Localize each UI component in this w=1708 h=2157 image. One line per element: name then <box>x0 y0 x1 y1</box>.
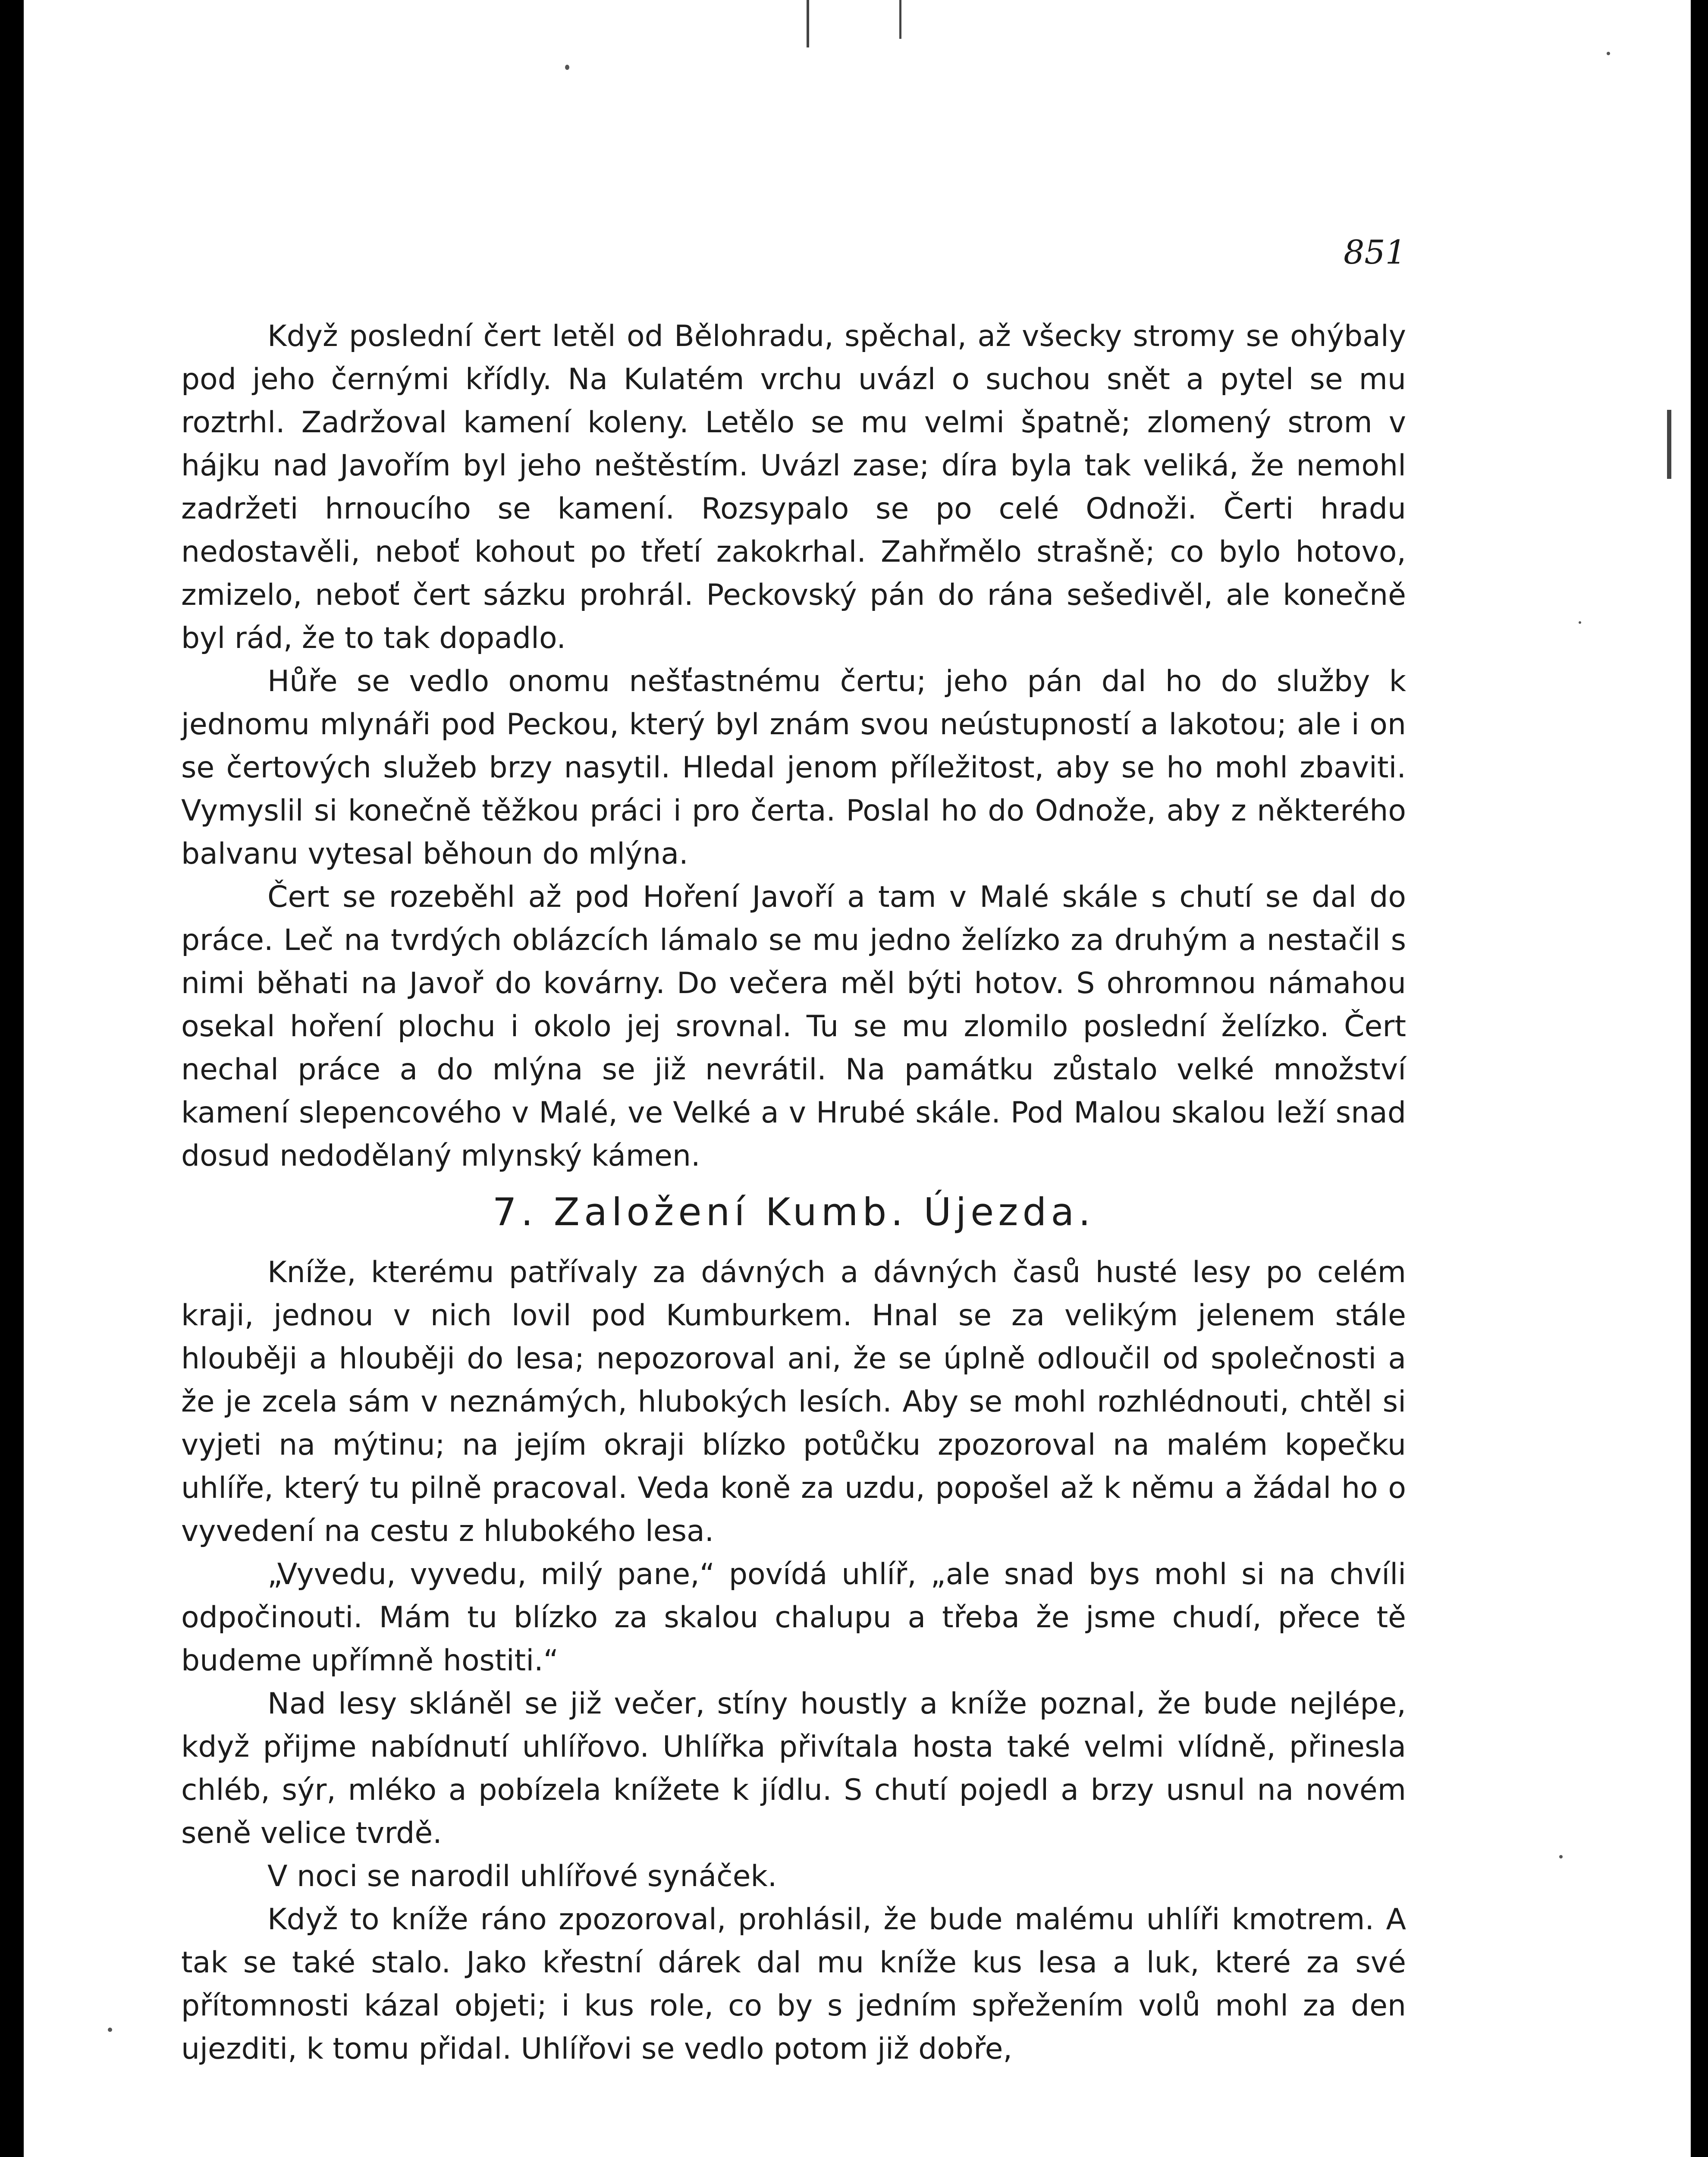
scan-speck <box>1607 52 1610 55</box>
paragraph: Kníže, kterému patřívaly za dávných a dávných časů husté lesy po celém kraji, jednou v nich lovil pod Kumburkem. Hnal se za velikým jelenem stále hlouběji a hlouběji do lesa; nepozoroval ani, že se úplně odloučil od společnosti a že je zcela sám v neznámých, hlubokých lesích. Aby se mohl rozhlédnouti, chtěl si vyjeti na mýtinu; na jejím okraji blízko potůčku zpozoroval na malém kopečku uhlíře, který tu pilně pracoval. Veda koně za uzdu, popošel až k němu a žádal ho o vyvedení na cestu z hlubokého lesa. <box>181 1255 1406 1548</box>
scan-scratch <box>807 0 809 47</box>
book-page <box>24 0 1691 2157</box>
scan-speck <box>565 65 569 70</box>
paragraph: Když poslední čert letěl od Bělohradu, spěchal, až všecky stromy se ohýbaly pod jeho černými křídly. Na Kulatém vrchu uvázl o suchou snět a pytel se mu roztrhl. Zadržoval kamení koleny. Letělo se mu velmi špatně; zlomený strom v hájku nad Javořím byl jeho neštěstím. Uvázl zase; díra byla tak veliká, že nemohl zadržeti hrnoucího se kamení. Rozsypalo se po celé Odnoži. Čerti hradu nedostavěli, neboť kohout po třetí zakokrhal. Zahřmělo strašně; co bylo hotovo, zmizelo, neboť čert sázku prohrál. Peckovský pán do rána sešedivěl, ale konečně byl rád, že to tak dopadlo. <box>181 319 1406 655</box>
scan-speck <box>1559 1855 1563 1858</box>
scan-scratch <box>899 0 901 39</box>
section-heading: 7. Založení Kumb. Újezda. <box>492 1190 1095 1234</box>
body-text <box>181 315 1406 2071</box>
scan-speck <box>108 2028 112 2032</box>
paragraph: „Vyvedu, vyvedu, milý pane,“ povídá uhlíř, „ale snad bys mohl si na chvíli odpočinouti. Mám tu blízko za skalou chalupu a třeba že jsme chudí, přece tě budeme upřímně hostiti.“ <box>181 1557 1406 1678</box>
paragraph: Nad lesy skláněl se již večer, stíny houstly a kníže poznal, že bude nejlépe, když přijme nabídnutí uhlířovo. Uhlířka přivítala hosta také velmi vlídně, přinesla chléb, sýr, mléko a pobízela knížete k jídlu. S chutí pojedl a brzy usnul na novém seně velice tvrdě. <box>181 1687 1406 1850</box>
paragraph: V noci se narodil uhlířové synáček. <box>267 1859 777 1893</box>
paragraph: Hůře se vedlo onomu nešťastnému čertu; jeho pán dal ho do služby k jednomu mlynáři pod Peckou, který byl znám svou neústupností a lakotou; ale i on se čertových služeb brzy nasytil. Hledal jenom příležitost, aby se ho mohl zbaviti. Vymyslil si konečně těžkou práci i pro čerta. Poslal ho do Odnože, aby z některého balvanu vytesal běhoun do mlýna. <box>181 664 1406 871</box>
scan-scratch <box>1667 410 1671 479</box>
scan-speck <box>1579 621 1581 624</box>
paragraph: Čert se rozeběhl až pod Hoření Javoří a tam v Malé skále s chutí se dal do práce. Leč na tvrdých oblázcích lámalo se mu jedno želízko za druhým a nestačil s nimi běhati na Javoř do kovárny. Do večera měl býti hotov. S ohromnou námahou osekal hoření plochu i okolo jej srovnal. Tu se mu zlomilo poslední želízko. Čert nechal práce a do mlýna se již nevrátil. Na památku zůstalo velké množství kamení slepencového v Malé, ve Velké a v Hrubé skále. Pod Malou skalou leží snad dosud nedodělaný mlynský kámen. <box>181 880 1406 1173</box>
page-number: 851 <box>1343 233 1406 271</box>
paragraph: Když to kníže ráno zpozoroval, prohlásil, že bude malému uhlíři kmotrem. A tak se také stalo. Jako křestní dárek dal mu kníže kus lesa a luk, které za své přítomnosti kázal objeti; i kus role, co by s jedním spřežením volů mohl za den ujezditi, k tomu přidal. Uhlířovi se vedlo potom již dobře, <box>181 1902 1406 2066</box>
